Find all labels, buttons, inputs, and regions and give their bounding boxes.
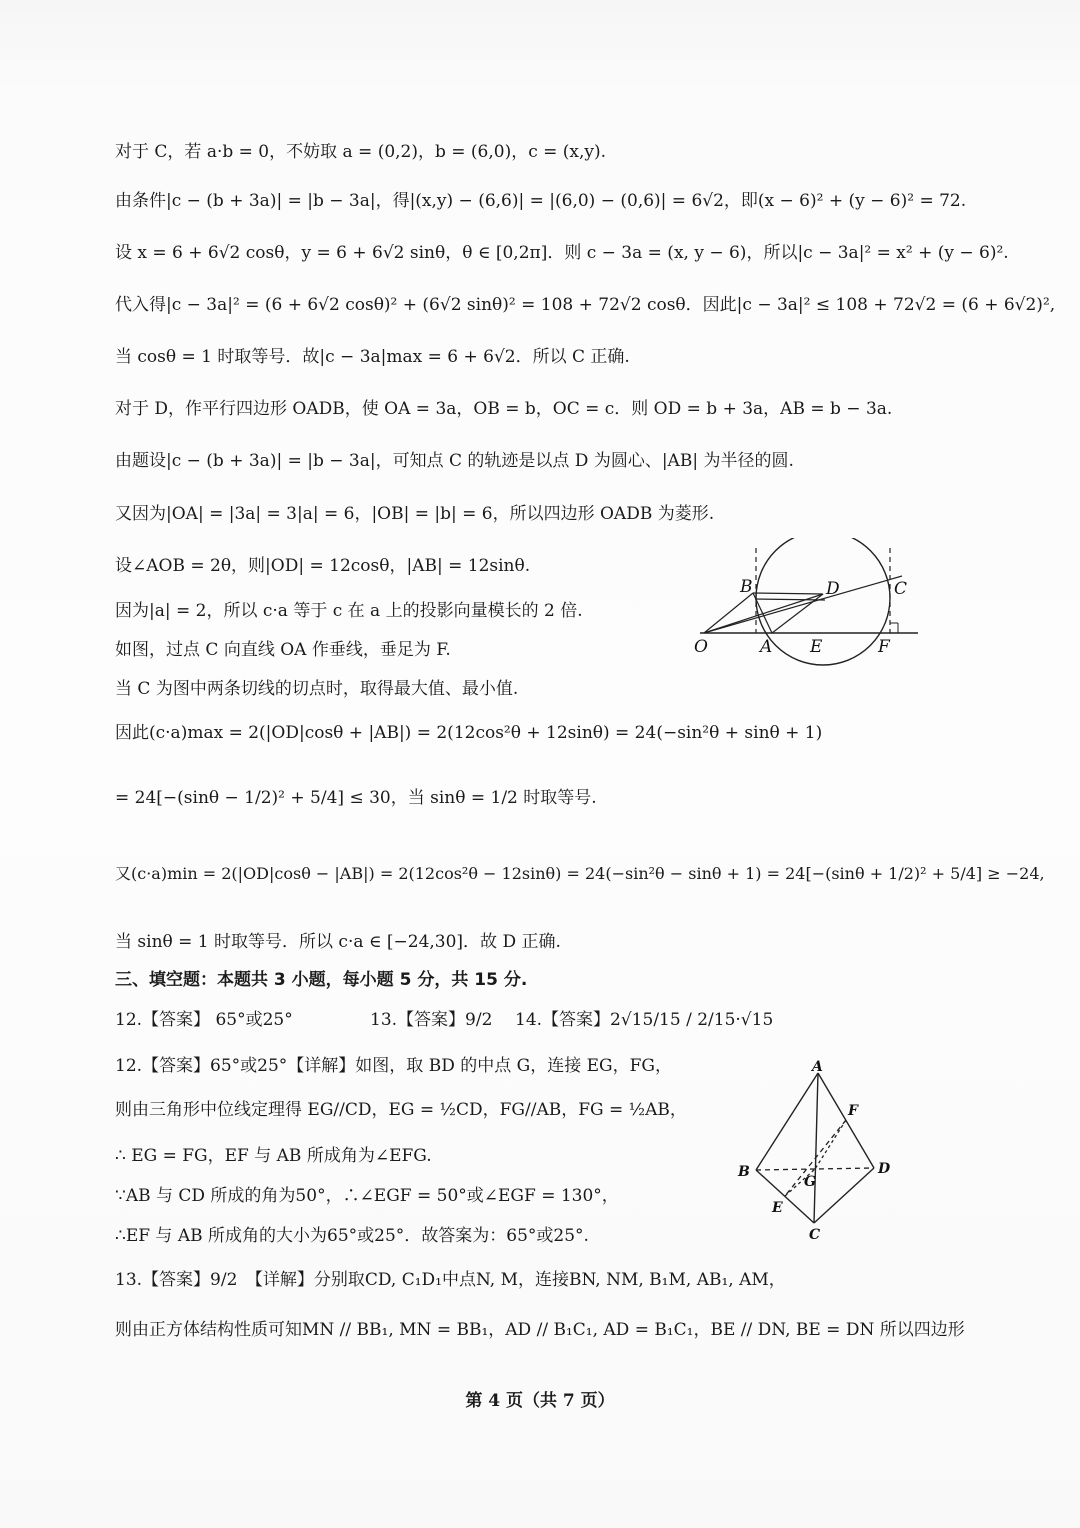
figure2-label: D bbox=[878, 1161, 891, 1177]
figure1-label: A bbox=[760, 637, 773, 657]
text-line: ∴EF 与 AB 所成角的大小为65°或25°．故答案为：65°或25°. bbox=[115, 1226, 589, 1246]
text-line: ∵AB 与 CD 所成的角为50°，∴∠EGF = 50°或∠EGF = 130°， bbox=[115, 1186, 619, 1206]
text-line: 则由三角形中位线定理得 EG//CD，EG = ½CD，FG//AB，FG = ½AB， bbox=[115, 1100, 687, 1120]
text-line: 如图，过点 C 向直线 OA 作垂线，垂足为 F. bbox=[115, 640, 451, 660]
figure2-label: C bbox=[809, 1227, 821, 1243]
text-line: 当 C 为图中两条切线的切点时，取得最大值、最小值. bbox=[115, 679, 519, 699]
text-line: 设 x = 6 + 6√2 cosθ，y = 6 + 6√2 sinθ，θ ∈ [0,2π]．则 c − 3a = (x, y − 6)，所以|c − 3a|² = x² + (y − 6)². bbox=[115, 243, 1009, 263]
page-footer: 第 4 页（共 7 页） bbox=[465, 1391, 615, 1411]
answer-14: 14.【答案】2√15/15 / 2/15·√15 bbox=[515, 1010, 774, 1030]
text-line: = 24[−(sinθ − 1/2)² + 5/4] ≤ 30，当 sinθ = 1/2 时取等号. bbox=[115, 788, 597, 808]
text-line: ∴ EG = FG，EF 与 AB 所成角为∠EFG. bbox=[115, 1146, 432, 1166]
figure1-label: C bbox=[894, 579, 908, 599]
figure2-label: G bbox=[804, 1174, 816, 1190]
figure1-label: F bbox=[878, 637, 890, 657]
text-line: 由条件|c − (b + 3a)| = |b − 3a|，得|(x,y) − (6,6)| = |(6,0) − (0,6)| = 6√2，即(x − 6)² + (y − 6)² = 72. bbox=[115, 191, 967, 211]
text-line: 因此(c·a)max = 2(|OD|cosθ + |AB|) = 2(12cos²θ + 12sinθ) = 24(−sin²θ + sinθ + 1) bbox=[115, 723, 823, 743]
figure1-label: B bbox=[740, 577, 753, 597]
figure1-label: E bbox=[810, 637, 823, 657]
figure1-label: O bbox=[694, 637, 708, 657]
text-line: 对于 D，作平行四边形 OADB，使 OA = 3a，OB = b，OC = c．则 OD = b + 3a，AB = b − 3a. bbox=[115, 399, 893, 419]
text-line: 13.【答案】9/2 【详解】分别取CD, C₁D₁中点N, M，连接BN, NM, B₁M, AB₁, AM， bbox=[115, 1270, 786, 1290]
figure2-label: F bbox=[848, 1103, 858, 1119]
text-line: 当 sinθ = 1 时取等号．所以 c·a ∈ [−24,30]．故 D 正确. bbox=[115, 932, 561, 952]
section-heading: 三、填空题：本题共 3 小题，每小题 5 分，共 15 分. bbox=[115, 970, 528, 990]
text-line: 又因为|OA| = |3a| = 3|a| = 6，|OB| = |b| = 6，所以四边形 OADB 为菱形. bbox=[115, 504, 715, 524]
answer-13: 13.【答案】9/2 bbox=[370, 1010, 493, 1030]
text-line: 当 cosθ = 1 时取等号．故|c − 3a|max = 6 + 6√2．所以 C 正确. bbox=[115, 347, 630, 367]
figure2-label: B bbox=[738, 1164, 750, 1180]
figure2-label: A bbox=[812, 1059, 823, 1075]
text-line: 因为|a| = 2，所以 c·a 等于 c 在 a 上的投影向量模长的 2 倍. bbox=[115, 601, 583, 621]
text-line: 12.【答案】65°或25°【详解】如图，取 BD 的中点 G，连接 EG，FG， bbox=[115, 1056, 672, 1076]
text-line: 由题设|c − (b + 3a)| = |b − 3a|，可知点 C 的轨迹是以点 D 为圆心、|AB| 为半径的圆. bbox=[115, 451, 794, 471]
text-line: 对于 C，若 a·b = 0，不妨取 a = (0,2)，b = (6,0)，c = (x,y). bbox=[115, 142, 607, 162]
figure2-label: E bbox=[772, 1200, 783, 1216]
text-line: 则由正方体结构性质可知MN // BB₁, MN = BB₁，AD // B₁C₁, AD = B₁C₁，BE // DN, BE = DN 所以四边形 bbox=[115, 1320, 965, 1340]
text-line: 设∠AOB = 2θ，则|OD| = 12cosθ，|AB| = 12sinθ. bbox=[115, 556, 531, 576]
tetrahedron-figure bbox=[730, 1055, 900, 1245]
text-line: 代入得|c − 3a|² = (6 + 6√2 cosθ)² + (6√2 sinθ)² = 108 + 72√2 cosθ．因此|c − 3a|² ≤ 108 + 72√2 = (6 + 6√2)², bbox=[115, 295, 1056, 315]
answer-12: 12.【答案】 65°或25° bbox=[115, 1010, 293, 1030]
text-line: 又(c·a)min = 2(|OD|cosθ − |AB|) = 2(12cos²θ − 12sinθ) = 24(−sin²θ − sinθ + 1) = 24[−(sinθ + 1/2)² + 5/4] ≥ −24, bbox=[115, 864, 1045, 883]
figure1-label: D bbox=[826, 579, 840, 599]
circle-figure bbox=[690, 538, 930, 668]
